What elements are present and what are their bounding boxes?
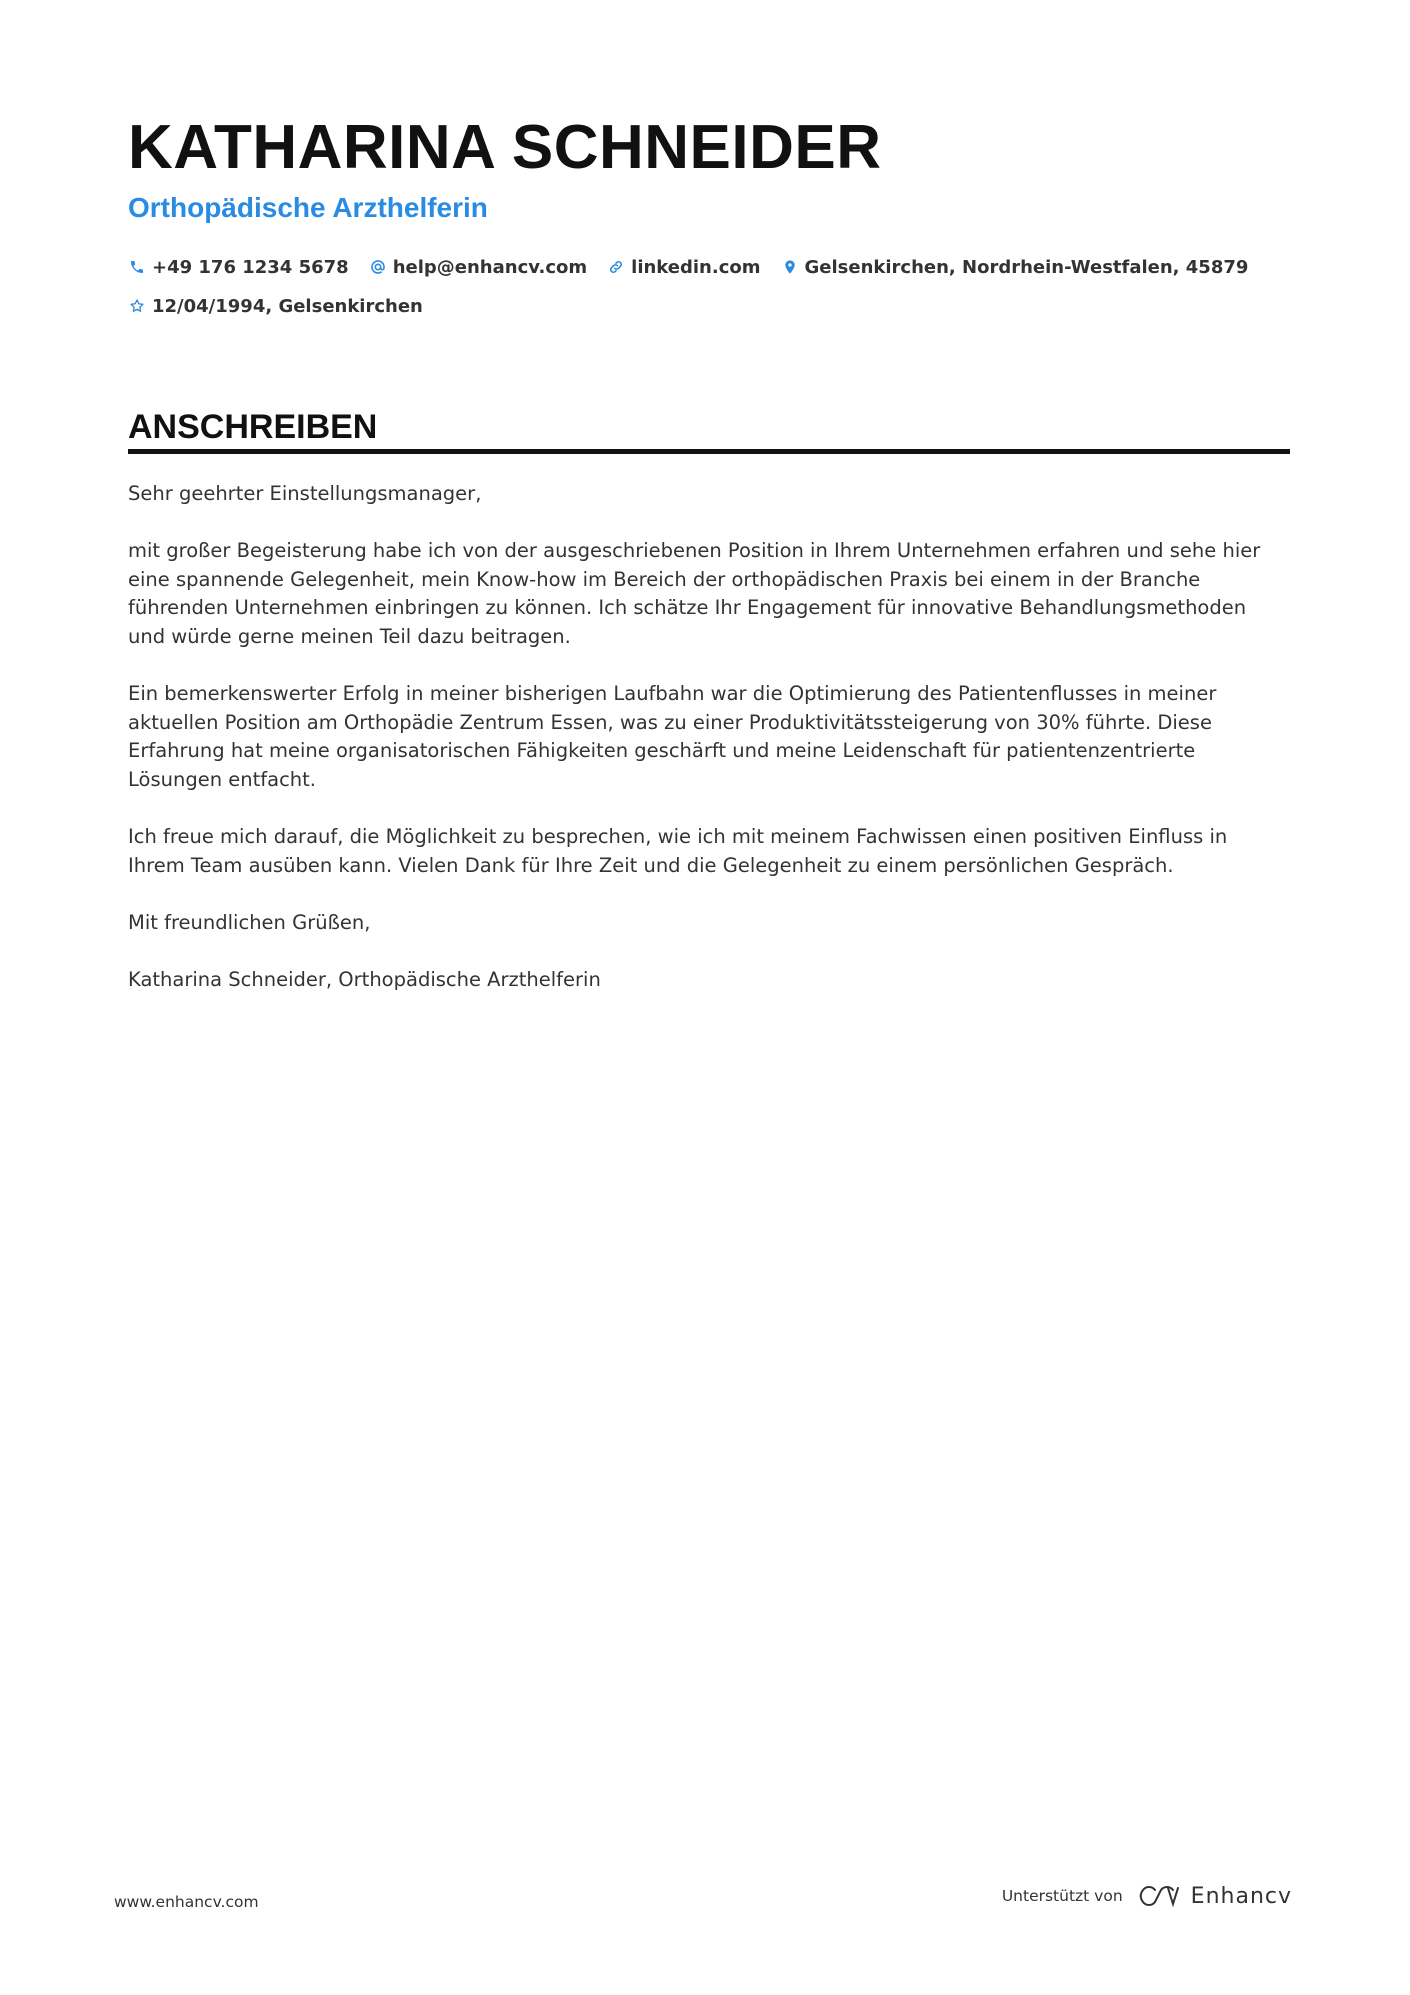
- contact-location: [781, 257, 1249, 278]
- birth-text: 12/04/1994, Gelsenkirchen: [152, 295, 423, 317]
- brand-name: Enhancv: [1190, 1883, 1292, 1909]
- contact-row-1: [128, 252, 1288, 282]
- location-pin-icon: [781, 258, 799, 276]
- contact-linkedin[interactable]: [607, 257, 760, 278]
- footer-url[interactable]: www.enhancv.com: [114, 1893, 259, 1911]
- contact-phone[interactable]: [128, 257, 349, 278]
- contact-row-2: [128, 291, 1288, 321]
- paragraph-3: Ich freue mich darauf, die Möglichkeit zu besprechen, wie ich mit meinem Fachwissen einen positiven Einfluss in Ihrem Team ausüben kann. Vielen Dank für Ihre Zeit und die Gelegenheit zu einem persönlichen Gespräch.: [128, 825, 1228, 877]
- email-text: help@enhancv.com: [392, 256, 588, 278]
- applicant-name: KATHARINA SCHNEIDER: [128, 113, 882, 182]
- enhancv-logo-icon: [1135, 1882, 1181, 1910]
- powered-by-text: Unterstützt von: [1001, 1887, 1123, 1905]
- letter-body: [128, 480, 1288, 1023]
- section-divider: [128, 449, 1290, 454]
- linkedin-text: linkedin.com: [631, 256, 761, 278]
- contact-info: [128, 252, 1288, 330]
- link-icon: [607, 258, 625, 276]
- phone-icon: [128, 258, 146, 276]
- phone-text: +49 176 1234 5678: [152, 256, 349, 278]
- footer-brand[interactable]: [1002, 1882, 1292, 1910]
- location-text: Gelsenkirchen, Nordrhein-Westfalen, 45879: [804, 256, 1249, 278]
- section-title: ANSCHREIBEN: [128, 408, 378, 446]
- contact-birth: [128, 296, 423, 317]
- at-icon: [369, 258, 387, 276]
- contact-email[interactable]: [369, 257, 587, 278]
- job-title: Orthopädische Arzthelferin: [128, 192, 488, 223]
- closing: Mit freundlichen Grüßen,: [128, 910, 371, 934]
- signature: Katharina Schneider, Orthopädische Arzthelferin: [128, 968, 601, 992]
- paragraph-1: mit großer Begeisterung habe ich von der ausgeschriebenen Position in Ihrem Unternehmen erfahren und sehe hier eine spannende Gelegenheit, mein Know-how im Bereich der orthopädischen Praxis bei einem in der Branche führenden Unternehmen einbringen zu können. Ich schätze Ihr Engagement für innovative Behandlungsmethoden und würde gerne meinen Teil dazu beitragen.: [128, 539, 1261, 648]
- paragraph-2: Ein bemerkenswerter Erfolg in meiner bisherigen Laufbahn war die Optimierung des Patientenflusses in meiner aktuellen Position am Orthopädie Zentrum Essen, was zu einer Produktivitätssteigerung von 30% führte. Diese Erfahrung hat meine organisatorischen Fähigkeiten geschärft und meine Leidenschaft für patientenzentrierte Lösungen entfacht.: [128, 682, 1217, 791]
- star-icon: [128, 297, 146, 315]
- salutation: Sehr geehrter Einstellungsmanager,: [128, 482, 482, 505]
